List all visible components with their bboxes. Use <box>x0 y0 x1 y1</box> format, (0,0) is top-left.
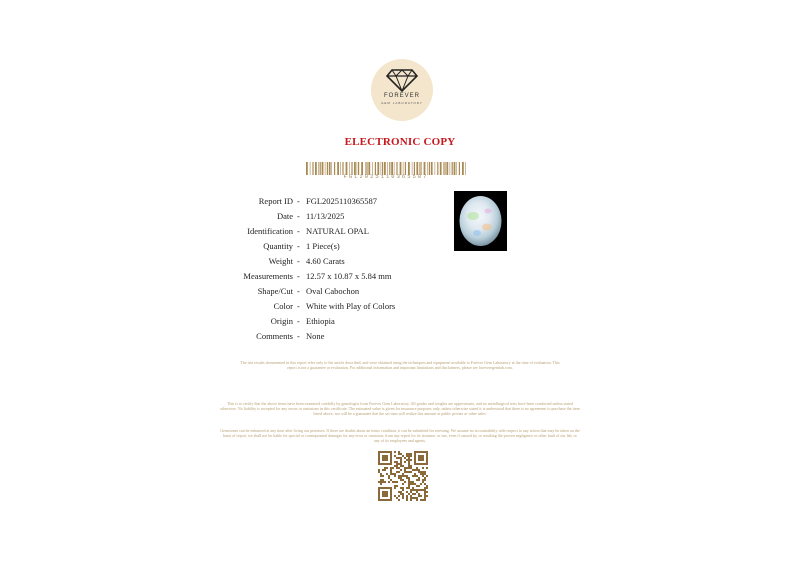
detail-separator: - <box>297 211 300 221</box>
qr-module <box>410 497 412 499</box>
detail-label: Weight <box>268 256 293 266</box>
qr-module <box>390 479 392 481</box>
detail-value: 12.57 x 10.87 x 5.84 mm <box>306 271 392 281</box>
qr-module <box>410 465 412 467</box>
qr-module <box>416 469 418 471</box>
qr-module <box>426 495 428 497</box>
qr-module <box>390 473 392 475</box>
qr-module <box>394 451 396 453</box>
disclaimer-paragraph-1: The test results documented in this report refer only to the article described, and were obtained using the techniques and equipment available to Forever Gem Laboratory at the time of evaluation. This report is not a guarantee or evaluation. For additional information and important limitations and disclaimers, please see foreveregemlab.com. <box>240 360 560 370</box>
qr-module <box>390 467 392 469</box>
detail-value: 4.60 Carats <box>306 256 345 266</box>
detail-label: Measurements <box>243 271 293 281</box>
qr-module <box>424 489 426 491</box>
qr-module <box>404 467 406 469</box>
qr-module <box>406 497 408 499</box>
qr-module <box>416 499 418 501</box>
qr-module <box>412 469 414 471</box>
qr-module <box>410 453 412 455</box>
qr-module <box>408 461 410 463</box>
qr-module <box>404 481 406 483</box>
detail-separator: - <box>297 316 300 326</box>
qr-module <box>398 463 400 465</box>
detail-label: Quantity <box>263 241 293 251</box>
detail-separator: - <box>297 256 300 266</box>
qr-module <box>422 481 424 483</box>
qr-module <box>418 493 420 495</box>
qr-module <box>408 493 410 495</box>
qr-module <box>406 477 408 479</box>
qr-module <box>408 455 410 457</box>
qr-module <box>410 495 412 497</box>
qr-module <box>402 455 404 457</box>
qr-module <box>406 459 408 461</box>
qr-module <box>414 497 416 499</box>
qr-module <box>412 489 414 491</box>
qr-module <box>400 479 402 481</box>
qr-module <box>424 473 426 475</box>
qr-module <box>382 481 384 483</box>
detail-separator: - <box>297 301 300 311</box>
qr-module <box>400 475 402 477</box>
qr-module <box>422 473 424 475</box>
qr-module <box>402 465 404 467</box>
qr-module <box>394 495 396 497</box>
qr-module <box>424 483 426 485</box>
qr-module <box>422 479 424 481</box>
qr-module <box>412 481 414 483</box>
qr-module <box>412 483 414 485</box>
qr-module <box>400 465 402 467</box>
qr-module <box>400 459 402 461</box>
qr-module <box>406 467 408 469</box>
detail-label: Origin <box>270 316 293 326</box>
electronic-copy-heading: ELECTRONIC COPY <box>344 136 456 148</box>
qr-module <box>392 481 394 483</box>
qr-module <box>426 487 428 489</box>
qr-module <box>402 483 404 485</box>
qr-module <box>408 471 410 473</box>
qr-module <box>408 479 410 481</box>
qr-module <box>398 457 400 459</box>
qr-module <box>380 481 382 483</box>
qr-code[interactable] <box>378 451 428 501</box>
diamond-icon <box>386 68 418 92</box>
qr-module <box>378 469 380 471</box>
qr-module <box>394 455 396 457</box>
qr-module <box>416 485 418 487</box>
qr-module <box>398 477 400 479</box>
qr-module <box>418 477 420 479</box>
qr-module <box>414 483 416 485</box>
qr-module <box>424 487 426 489</box>
qr-module <box>402 487 404 489</box>
qr-module <box>396 457 398 459</box>
qr-module <box>406 495 408 497</box>
qr-module <box>388 477 390 479</box>
detail-label: Identification <box>247 226 293 236</box>
qr-module <box>396 467 398 469</box>
qr-module <box>398 451 400 453</box>
qr-module <box>394 475 396 477</box>
qr-module <box>380 473 382 475</box>
qr-module <box>394 465 396 467</box>
logo-brand: FOREVER <box>383 93 420 99</box>
detail-separator: - <box>297 286 300 296</box>
qr-module <box>400 453 402 455</box>
qr-module <box>418 455 424 461</box>
qr-module <box>426 485 428 487</box>
detail-label: Comments <box>256 331 293 341</box>
barcode-text: FGL2025110365587 <box>343 173 429 180</box>
qr-module <box>424 477 426 479</box>
qr-module <box>424 491 426 493</box>
qr-module <box>398 453 400 455</box>
qr-module <box>408 463 410 465</box>
qr-module <box>406 487 408 489</box>
qr-module <box>394 461 396 463</box>
qr-module <box>404 461 406 463</box>
qr-module <box>410 471 412 473</box>
qr-module <box>424 495 426 497</box>
qr-module <box>418 489 420 491</box>
qr-module <box>412 487 414 489</box>
qr-module <box>380 479 382 481</box>
detail-value: None <box>306 331 325 341</box>
qr-module <box>404 457 406 459</box>
qr-module <box>408 457 410 459</box>
qr-module <box>380 475 382 477</box>
detail-row-identification <box>200 224 460 239</box>
qr-module <box>412 493 414 495</box>
qr-module <box>418 469 420 471</box>
qr-module <box>416 491 418 493</box>
detail-value: Ethiopia <box>306 316 335 326</box>
qr-module <box>402 489 404 491</box>
disclaimer-paragraph-3: Gemstones can be enhanced at any time after living our premises. If there are doubts about an items condition, it can be submitted for retesting. We assume no accountability with respect to any action that may be taken on the basis of report, we shall not be liable for special or consequential damages for any error or omission, from any report for its issuance, or use, even if caused by, or resulting the proven negligence or other fault of our lab, or any of its employees and agents. <box>220 428 580 443</box>
qr-module <box>426 475 428 477</box>
qr-module <box>410 489 412 491</box>
detail-row-comments <box>200 329 460 344</box>
qr-module <box>396 497 398 499</box>
qr-module <box>404 475 406 477</box>
qr-module <box>400 463 402 465</box>
detail-value: FGL2025110365587 <box>306 196 377 206</box>
qr-module <box>410 455 412 457</box>
qr-module <box>420 489 422 491</box>
qr-module <box>398 467 400 469</box>
qr-module <box>396 465 398 467</box>
qr-module <box>406 475 408 477</box>
qr-module <box>406 455 408 457</box>
qr-module <box>408 487 410 489</box>
qr-module <box>410 499 412 501</box>
qr-module <box>414 489 416 491</box>
qr-module <box>392 473 394 475</box>
detail-row-date <box>200 209 460 224</box>
qr-module <box>398 499 400 501</box>
qr-module <box>416 479 418 481</box>
qr-module <box>394 481 396 483</box>
qr-module <box>418 495 420 497</box>
qr-module <box>412 497 414 499</box>
qr-module <box>408 483 410 485</box>
qr-module <box>392 467 394 469</box>
detail-label: Date <box>276 211 293 221</box>
qr-module <box>408 477 410 479</box>
qr-module <box>420 473 422 475</box>
qr-module <box>414 469 416 471</box>
detail-separator: - <box>297 196 300 206</box>
qr-module <box>410 491 412 493</box>
disclaimer-paragraph-2: This is to certify that the above items have been examined carefully by gemologist from Forever Gem Laboratory. All grades and weights are approximate, and no metallurgical tests have been conducted unless stated otherwise. No liability is accepted for any errors or omissions in this certificate. The estimated value is given for insurance purposes only, unless otherwise stated it is understood that there is no agreement to purchase the item listed above, nor will be a guarantee that the set item will realize this amount at public private or other sales. <box>220 401 580 416</box>
qr-module <box>402 495 404 497</box>
qr-module <box>420 499 422 501</box>
qr-module <box>386 473 388 475</box>
detail-value: NATURAL OPAL <box>306 226 369 236</box>
qr-module <box>398 471 400 473</box>
qr-module <box>424 479 426 481</box>
qr-module <box>386 467 388 469</box>
detail-value: 1 Piece(s) <box>306 241 340 251</box>
qr-module <box>416 497 418 499</box>
detail-separator: - <box>297 331 300 341</box>
qr-module <box>418 479 420 481</box>
detail-separator: - <box>297 271 300 281</box>
qr-module <box>422 499 424 501</box>
qr-module <box>414 475 416 477</box>
qr-module <box>404 471 406 473</box>
qr-module <box>420 483 422 485</box>
qr-module <box>406 453 408 455</box>
qr-module <box>408 481 410 483</box>
qr-module <box>402 493 404 495</box>
detail-value: White with Play of Colors <box>306 301 396 311</box>
qr-module <box>402 475 404 477</box>
qr-module <box>420 471 422 473</box>
detail-separator: - <box>297 226 300 236</box>
qr-module <box>402 479 404 481</box>
qr-module <box>400 477 402 479</box>
detail-row-measurements <box>200 269 460 284</box>
qr-module <box>406 499 408 501</box>
qr-module <box>382 479 384 481</box>
qr-module <box>390 469 392 471</box>
qr-module <box>408 485 410 487</box>
qr-module <box>422 475 424 477</box>
qr-module <box>396 471 398 473</box>
qr-module <box>400 457 402 459</box>
qr-module <box>410 483 412 485</box>
detail-label: Report ID <box>258 196 293 206</box>
qr-module <box>406 491 408 493</box>
qr-module <box>398 491 400 493</box>
detail-value: 11/13/2025 <box>306 211 345 221</box>
detail-row-quantity <box>200 239 460 254</box>
qr-module <box>382 475 384 477</box>
qr-module <box>424 497 426 499</box>
qr-module <box>400 491 402 493</box>
qr-module <box>422 489 424 491</box>
qr-module <box>382 469 384 471</box>
qr-module <box>410 459 412 461</box>
qr-module <box>384 481 386 483</box>
qr-module <box>406 471 408 473</box>
qr-module <box>418 471 420 473</box>
qr-module <box>408 459 410 461</box>
qr-module <box>410 481 412 483</box>
qr-module <box>396 463 398 465</box>
qr-module <box>414 493 416 495</box>
qr-module <box>414 473 416 475</box>
lab-logo <box>371 59 433 121</box>
qr-module <box>400 461 402 463</box>
qr-module <box>380 483 382 485</box>
detail-separator: - <box>297 241 300 251</box>
qr-module <box>396 481 398 483</box>
qr-module <box>388 475 390 477</box>
detail-row-origin <box>200 314 460 329</box>
qr-module <box>398 475 400 477</box>
detail-value: Oval Cabochon <box>306 286 360 296</box>
qr-module <box>418 485 420 487</box>
detail-label: Shape/Cut <box>257 286 293 296</box>
qr-module <box>390 471 392 473</box>
qr-module <box>398 495 400 497</box>
qr-module <box>426 491 428 493</box>
qr-module <box>400 493 402 495</box>
qr-module <box>378 471 380 473</box>
detail-row-weight <box>200 254 460 269</box>
qr-module <box>416 489 418 491</box>
qr-module <box>384 467 386 469</box>
qr-module <box>382 455 388 461</box>
qr-module <box>400 487 402 489</box>
qr-module <box>388 481 390 483</box>
qr-module <box>396 485 398 487</box>
qr-module <box>424 471 426 473</box>
qr-module <box>408 465 410 467</box>
qr-module <box>424 493 426 495</box>
detail-label: Color <box>273 301 293 311</box>
qr-module <box>422 467 424 469</box>
qr-module <box>410 467 412 469</box>
detail-row-shape-cut <box>200 284 460 299</box>
qr-module <box>384 469 386 471</box>
gemstone-photo <box>454 191 507 251</box>
logo-subtitle: GEM LABORATORY <box>381 101 423 105</box>
qr-module <box>416 467 418 469</box>
qr-module <box>422 471 424 473</box>
qr-module <box>394 473 396 475</box>
detail-row-color <box>200 299 460 314</box>
qr-module <box>402 473 404 475</box>
qr-module <box>412 475 414 477</box>
detail-row-report-id <box>200 194 460 209</box>
qr-module <box>404 469 406 471</box>
qr-module <box>416 475 418 477</box>
qr-module <box>394 487 396 489</box>
qr-module <box>426 467 428 469</box>
qr-module <box>420 495 422 497</box>
qr-module <box>402 497 404 499</box>
qr-module <box>378 481 380 483</box>
qr-module <box>424 499 426 501</box>
qr-module <box>394 485 396 487</box>
qr-module <box>400 469 402 471</box>
qr-module <box>382 491 388 497</box>
qr-module <box>396 461 398 463</box>
qr-module <box>408 453 410 455</box>
qr-module <box>408 467 410 469</box>
